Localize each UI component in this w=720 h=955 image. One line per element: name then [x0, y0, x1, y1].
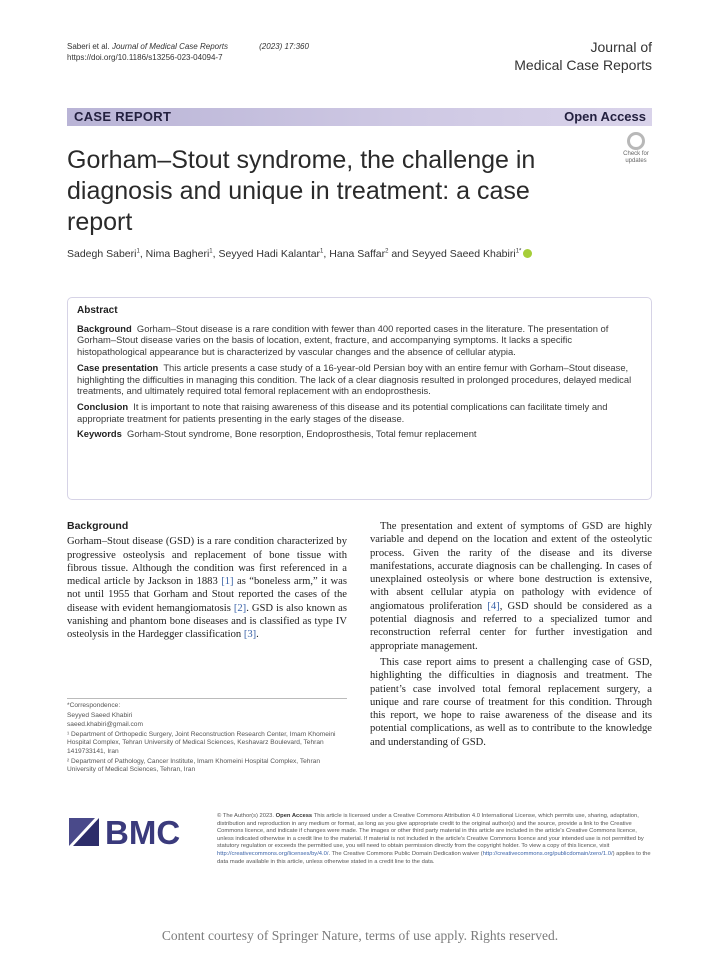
body-column-left: [67, 520, 347, 645]
citation-authors: Saberi et al.: [67, 42, 110, 51]
body-column-right: [370, 520, 652, 752]
footnote-affiliation-2: ² Department of Pathology, Cancer Institute, Imam Khomeini Hospital Complex, Tehran University of Medical Sciences, Tehran, Iran: [67, 757, 320, 774]
citation-year: (2023) 17:360: [259, 42, 309, 51]
crossmark-circle: [627, 132, 645, 150]
footnote-email[interactable]: saeed.khabiri@gmail.com: [67, 721, 143, 729]
abstract-background: Background Gorham–Stout disease is a rare condition with fewer than 400 reported cases in the literature. The presentation of Gorham–Stout disease varies on the basis of location, extent, fracture, and accompanying symptoms. It lacks a specific histopathological appearance but is characterized by vascular changes and the absence of cellular atypia.: [77, 322, 609, 358]
journal-name-line1: Journal of: [590, 39, 652, 55]
citation-journal: Journal of Medical Case Reports: [111, 42, 228, 51]
footnotes: [67, 698, 347, 776]
body-paragraph: The presentation and extent of symptoms of GSD are highly variable and depend on the location and extent of the osteolytic process. Given the rarity of the disease and its diverse manifestations, accurate diagnosis can be challenging. In cases of unexplained osteolysis or where bone destruction is extensive, with absent cellular atypia on pathology with evidence of angiomatous proliferation [4], GSD should be considered as a potential diagnosis and referred to a specialized tumor and reconstruction referral center for further investigation and appropriate management.: [370, 521, 652, 652]
journal-name-line2: Medical Case Reports: [514, 57, 652, 73]
author[interactable]: Seyyed Saeed Khabiri$^{1*}$: [411, 248, 522, 260]
crossmark-text: [619, 151, 653, 165]
body-paragraph: This case report aims to present a challenging case of GSD, highlighting the difficulties in diagnosis and treatment. The patient’s case involved total femoral replacement surgery, a unique and rare course of treatment for this condition. Through this report, we hope to raise awareness of the disease and its potential complications, as well as to contribute to the knowledge and understanding of GSD.: [370, 656, 652, 748]
bmc-logo: [69, 810, 209, 854]
open-access-label: Open Access: [564, 109, 646, 124]
body-paragraph: Gorham–Stout disease (GSD) is a rare condition characterized by progressive osteolysis and replacement of bone tissue with fibrous tissue. Although the condition was first referenced in a medical article by Jackson in 1883 [1] as “boneless arm,” it was not until 1955 that Gorham and Stout reported the cases of the disease with evident hemangiomatosis [2]. GSD is also known as vanishing and phantom bone diseases and is classified as type IV osteolysis in the Hardegger classification [3].: [67, 536, 347, 641]
abstract-heading: Abstract: [77, 305, 118, 316]
check-for-updates-icon[interactable]: [619, 132, 653, 170]
citation-line: [67, 41, 309, 52]
author[interactable]: Nima Bagheri$^1$: [145, 248, 213, 260]
section-heading-background: Background: [67, 520, 129, 532]
citation-link[interactable]: [1]: [221, 576, 234, 588]
bmc-logo-text: BMC: [105, 814, 181, 851]
doi-link[interactable]: https://doi.org/10.1186/s13256-023-04094-7: [67, 53, 223, 62]
author-list: Sadegh Saberi$^1$, Nima Bagheri$^1$, Seyyed Hadi Kalantar$^1$, Hana Saffar$^2$ and Seyyed Saeed Khabiri$^{1*}$: [67, 248, 532, 260]
bmc-logo-graphic: [69, 810, 209, 854]
citation-link[interactable]: [3]: [243, 629, 257, 641]
footnote-affiliation-1: ¹ Department of Orthopedic Surgery, Joint Reconstruction Research Center, Imam Khomeini Hospital Complex, Tehran University of Medical Sciences, Keshavarz Boulevard, Tehran 1419733141, Iran: [67, 730, 336, 755]
footnote-name: Seyyed Saeed Khabiri: [67, 711, 133, 719]
license-link[interactable]: http://creativecommons.org/licenses/by/4.0/: [217, 850, 329, 857]
crossmark-line1: Check for: [623, 151, 649, 157]
author[interactable]: Sadegh Saberi$^1$: [67, 248, 140, 260]
article-type-banner: [67, 108, 652, 126]
citation-link[interactable]: [4]: [487, 600, 500, 612]
article-type-label: CASE REPORT: [74, 109, 172, 124]
abstract-keywords: Keywords Gorham-Stout syndrome, Bone resorption, Endoprosthesis, Total femur replacement: [77, 428, 477, 440]
author[interactable]: Hana Saffar$^2$: [329, 248, 389, 260]
orcid-icon[interactable]: [523, 249, 532, 258]
license-text: © The Author(s) 2023. Open Access This article is licensed under a Creative Commons Attribution 4.0 International License, which permits use, sharing, adaptation, distribution and reproduction in any medium or format, as long as you give appropriate credit to the original author(s) and the source, provide a link to the Creative Commons licence, and indicate if changes were made. The images or other third party material in this article are included in the article's Creative Commons licence, unless indicated otherwise in a credit line to the material. If material is not included in the article's Creative Commons licence and your intended use is not permitted by statutory regulation or exceeds the permitted use, you will need to obtain permission directly from the copyright holder. To view a copy of this licence, visit http://creativecommons.org/licenses/by/4.0/. The Creative Commons Public Domain Dedication waiver (http://creativecommons.org/publicdomain/zero/1.0/) applies to the data made available in this article, unless otherwise stated in a credit line to the data.: [217, 813, 651, 865]
citation-link[interactable]: [2]: [233, 602, 247, 614]
crossmark-line2: updates: [625, 158, 647, 164]
journal-name: [514, 38, 652, 74]
public-domain-link[interactable]: http://creativecommons.org/publicdomain/zero/1.0/: [482, 850, 613, 857]
article-title: Gorham–Stout syndrome, the challenge in diagnosis and unique in treatment: a case report: [67, 146, 536, 236]
author[interactable]: Seyyed Hadi Kalantar$^1$: [218, 248, 324, 260]
abstract-box: [67, 297, 652, 500]
footnote-correspondence: *Correspondence:: [67, 702, 121, 709]
abstract-conclusion: Conclusion It is important to note that raising awareness of this disease and its potential complications can facilitate timely and appropriate treatment for patients presenting in the early stages of the disease.: [77, 400, 608, 424]
abstract-case-presentation: Case presentation This article presents a case study of a 16-year-old Persian boy with an entire femur with Gorham–Stout disease, highlighting the difficulties in managing this condition. The lack of a clear diagnosis resulted in prolonged procedures, delayed medical treatments, and ultimately required total femoral replacement with an endoprosthesis.: [77, 361, 632, 397]
page-footer: Content courtesy of Springer Nature, terms of use apply. Rights reserved.: [161, 928, 559, 943]
citation-header: [67, 41, 309, 63]
